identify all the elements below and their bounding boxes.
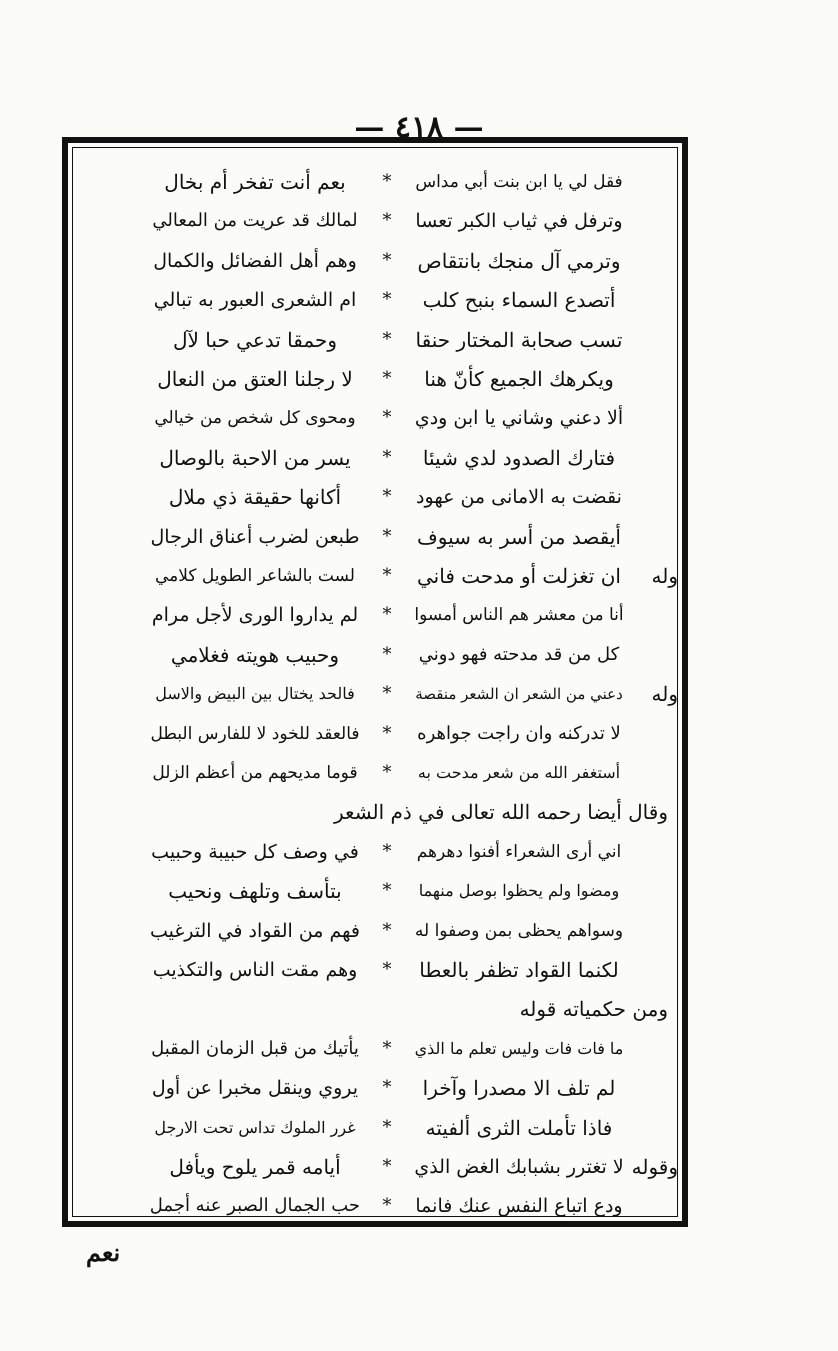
second-hemistich: لمالك قد عريت من المعالي — [152, 210, 358, 232]
verse-line — [68, 477, 682, 517]
verse-attribution: وله — [651, 682, 678, 707]
hemistich-separator-star: * — [382, 683, 392, 705]
second-hemistich: فالحد يختال بين البيض والاسل — [155, 684, 355, 704]
verse-line — [68, 162, 682, 202]
first-hemistich: ألا دعني وشاني يا ابن ودي — [414, 407, 624, 430]
verse-line — [68, 1108, 682, 1148]
first-hemistich: دعني من الشعر ان الشعر منقصة — [415, 685, 623, 704]
verse-attribution: وقوله — [631, 1155, 678, 1179]
second-hemistich: وحبيب هويته فغلامي — [170, 642, 340, 667]
second-hemistich: فهم من القواد في الترغيب — [150, 919, 360, 942]
first-hemistich: نقضت به الامانى من عهود — [416, 486, 622, 509]
verse-line — [68, 517, 682, 557]
hemistich-separator-star: * — [382, 919, 392, 941]
second-hemistich: قوما مديحهم من أعظم الزلل — [152, 763, 358, 783]
first-hemistich: وترمي آل منجك بانتقاص — [417, 248, 621, 273]
first-hemistich: أنا من معشر هم الناس أمسوا — [414, 605, 624, 626]
first-hemistich: اني أرى الشعراء أفنوا دهرهم — [416, 841, 622, 862]
verse-line — [68, 320, 682, 360]
first-hemistich: لا تدركنه وان راجت جواهره — [417, 722, 621, 744]
second-hemistich: ومحوى كل شخص من خيالي — [154, 408, 356, 429]
verse-line — [68, 714, 682, 754]
hemistich-separator-star: * — [382, 486, 392, 508]
first-hemistich: كل من قد مدحته فهو دوني — [418, 643, 620, 665]
hemistich-separator-star: * — [382, 1116, 392, 1138]
second-hemistich: يروي وينقل مخبرا عن أول — [151, 1077, 359, 1100]
second-hemistich: يسر من الاحبة بالوصال — [159, 445, 351, 470]
section-heading-line — [68, 989, 682, 1029]
hemistich-separator-star: * — [382, 880, 392, 902]
second-hemistich: أيامه قمر يلوح ويأفل — [169, 1155, 341, 1179]
verse-line — [68, 753, 682, 793]
verse-line — [68, 556, 682, 596]
hemistich-separator-star: * — [382, 762, 392, 783]
second-hemistich: يأتيك من قبل الزمان المقبل — [151, 1037, 359, 1059]
hemistich-separator-star: * — [382, 407, 392, 429]
page-frame — [62, 137, 688, 1227]
verse-line — [68, 950, 682, 990]
hemistich-separator-star: * — [382, 328, 392, 350]
catchword: نعم — [86, 1238, 121, 1267]
hemistich-separator-star: * — [382, 1156, 392, 1177]
hemistich-separator-star: * — [382, 210, 392, 232]
first-hemistich: لم تلف الا مصدرا وآخرا — [422, 1076, 616, 1101]
second-hemistich: أكانها حقيقة ذي ملال — [168, 485, 342, 510]
second-hemistich: وحمقا تدعي حبا لآل — [173, 327, 337, 352]
page-number: — ٤١٨ — — [354, 110, 484, 145]
hemistich-separator-star: * — [382, 959, 392, 980]
first-hemistich: ما فات فات وليس تعلم ما الذي — [414, 1038, 624, 1058]
first-hemistich: ان تغزلت أو مدحت فاني — [417, 564, 621, 588]
verse-line — [68, 1029, 682, 1069]
hemistich-separator-star: * — [382, 249, 392, 271]
hemistich-separator-star: * — [382, 289, 392, 311]
second-hemistich: وهم أهل الفضائل والكمال — [153, 249, 357, 272]
verse-line — [68, 595, 682, 635]
hemistich-separator-star: * — [382, 1077, 392, 1099]
second-hemistich: في وصف كل حبيبة وحبيب — [151, 840, 359, 863]
poem-text-block — [68, 143, 682, 1221]
hemistich-separator-star: * — [382, 525, 392, 547]
hemistich-separator-star: * — [382, 1195, 392, 1217]
verse-line — [68, 674, 682, 714]
second-hemistich: وهم مقت الناس والتكذيب — [152, 959, 358, 981]
second-hemistich: لست بالشاعر الطويل كلامي — [155, 566, 355, 586]
verse-line — [68, 201, 682, 241]
first-hemistich: فتارك الصدود لدي شيئا — [422, 445, 616, 470]
second-hemistich: طبعن لضرب أعناق الرجال — [150, 525, 360, 548]
second-hemistich: حب الجمال الصبر عنه أجمل — [150, 1195, 360, 1217]
section-heading: وقال أيضا رحمه الله تعالى في ذم الشعر — [334, 800, 668, 825]
verse-line — [68, 280, 682, 320]
second-hemistich: بعم أنت تفخر أم بخال — [164, 170, 346, 194]
second-hemistich: فالعقد للخود لا للفارس البطل — [150, 723, 360, 744]
first-hemistich: تسب صحابة المختار حنقا — [415, 327, 623, 352]
hemistich-separator-star: * — [382, 565, 392, 586]
first-hemistich: لكنما القواد تظفر بالعطا — [419, 958, 619, 982]
verse-line — [68, 1186, 682, 1226]
first-hemistich: وسواهم يحظى بمن وصفوا له — [414, 920, 624, 941]
section-heading: ومن حكمياته قوله — [519, 997, 668, 1022]
first-hemistich: فاذا تأملت الثرى ألفيته — [425, 1115, 613, 1140]
verse-line — [68, 398, 682, 438]
first-hemistich: لا تغترر بشبابك الغض الذي — [414, 1156, 624, 1178]
first-hemistich: أتصدع السماء بنبح كلب — [422, 288, 616, 313]
verse-attribution: وله — [651, 564, 678, 588]
verse-line — [68, 241, 682, 281]
first-hemistich: وترفل في ثياب الكبر تعسا — [415, 210, 623, 233]
hemistich-separator-star: * — [382, 446, 392, 468]
first-hemistich: ويكرهك الجميع كأنّ هنا — [424, 367, 614, 391]
hemistich-separator-star: * — [382, 722, 392, 744]
second-hemistich: غرر الملوك تداس تحت الارجل — [154, 1117, 356, 1137]
first-hemistich: فقل لي يا ابن بنت أبي مداس — [415, 172, 623, 192]
hemistich-separator-star: * — [382, 604, 392, 626]
first-hemistich: أستغفر الله من شعر مدحت به — [417, 763, 621, 782]
verse-line — [68, 1068, 682, 1108]
first-hemistich: ودع اتباع النفس عنك فانما — [415, 1195, 623, 1218]
hemistich-separator-star: * — [382, 643, 392, 665]
second-hemistich: لم يداروا الورى لأجل مرام — [151, 604, 359, 627]
second-hemistich: ام الشعرى العبور به تبالي — [153, 289, 357, 312]
verse-line — [68, 911, 682, 951]
first-hemistich: أيقصد من أسر به سيوف — [417, 524, 621, 549]
verse-line — [68, 438, 682, 478]
hemistich-separator-star: * — [382, 171, 392, 192]
first-hemistich: ومضوا ولم يحظوا بوصل منهما — [418, 881, 620, 901]
second-hemistich: بتأسف وتلهف ونحيب — [168, 879, 342, 904]
hemistich-separator-star: * — [382, 1037, 392, 1059]
verse-line — [68, 635, 682, 675]
second-hemistich: لا رجلنا العتق من النعال — [157, 367, 353, 391]
verse-line — [68, 359, 682, 399]
hemistich-separator-star: * — [382, 368, 392, 389]
section-heading-line — [68, 792, 682, 832]
verse-line — [68, 1147, 682, 1187]
hemistich-separator-star: * — [382, 840, 392, 862]
verse-line — [68, 832, 682, 872]
verse-line — [68, 871, 682, 911]
